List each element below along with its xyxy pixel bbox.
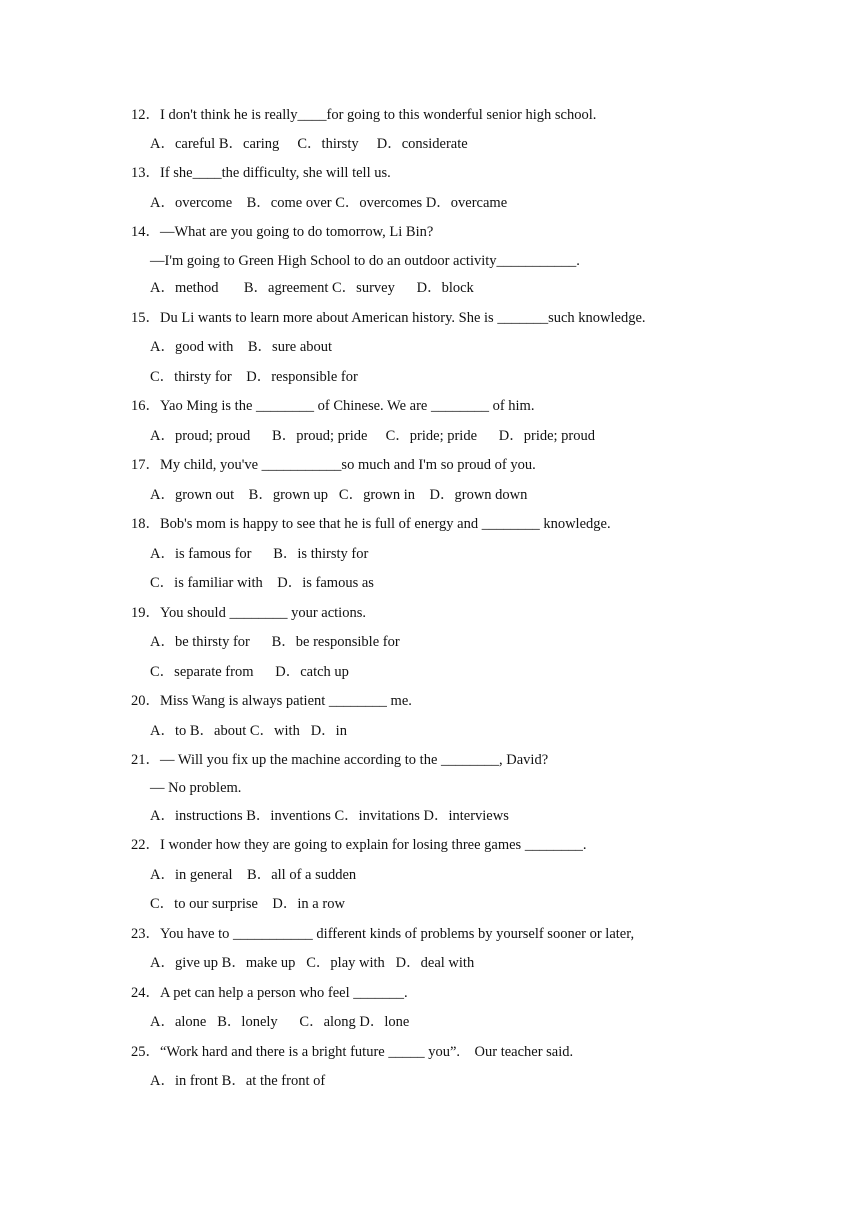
question-12-options: A．careful B．caring C．thirsty D．considerate (150, 136, 468, 152)
question-18-options-line2: C．is familiar with D．is famous as (150, 575, 374, 591)
question-19-options-line2: C．separate from D．catch up (150, 664, 349, 680)
question-14-stem: 14．—What are you going to do tomorrow, Li Bin? (131, 224, 434, 240)
question-15-stem: 15．Du Li wants to learn more about American history. She is _______such knowledge. (131, 310, 646, 326)
question-19-stem: 19．You should ________ your actions. (131, 605, 366, 621)
question-20-options: A．to B．about C．with D．in (150, 723, 347, 739)
question-16-options: A．proud; proud B．proud; pride C．pride; pride D．pride; proud (150, 428, 596, 444)
question-22-options-line2: C．to our surprise D．in a row (150, 896, 345, 912)
question-18-stem: 18．Bob's mom is happy to see that he is full of energy and ________ knowledge. (131, 516, 611, 532)
question-18-options-line1: A．is famous for B．is thirsty for (150, 546, 369, 562)
question-13-stem: 13．If she____the difficulty, she will tell us. (131, 165, 391, 181)
question-21-reply: — No problem. (150, 780, 242, 796)
question-13-options: A．overcome B．come over C．overcomes D．overcame (150, 195, 508, 211)
question-14-options: A．method B．agreement C．survey D．block (150, 280, 474, 296)
question-17-stem: 17．My child, you've ___________so much and I'm so proud of you. (131, 457, 536, 473)
question-17-options: A．grown out B．grown up C．grown in D．grown down (150, 487, 528, 503)
question-22-options-line1: A．in general B．all of a sudden (150, 867, 357, 883)
question-23-stem: 23．You have to ___________ different kinds of problems by yourself sooner or later, (131, 926, 635, 942)
question-16-stem: 16．Yao Ming is the ________ of Chinese. We are ________ of him. (131, 398, 535, 414)
question-20-stem: 20．Miss Wang is always patient ________ me. (131, 693, 412, 709)
question-14-reply: —I'm going to Green High School to do an outdoor activity___________. (150, 253, 580, 269)
question-23-options: A．give up B．make up C．play with D．deal with (150, 955, 475, 971)
question-22-stem: 22．I wonder how they are going to explain for losing three games ________. (131, 837, 587, 853)
question-15-options-line1: A．good with B．sure about (150, 339, 333, 355)
question-12-stem: 12．I don't think he is really____for going to this wonderful senior high school. (131, 107, 597, 123)
question-21-stem: 21．— Will you fix up the machine according to the ________, David? (131, 752, 549, 768)
question-24-stem: 24．A pet can help a person who feel _______. (131, 985, 408, 1001)
question-15-options-line2: C．thirsty for D．responsible for (150, 369, 358, 385)
question-25-options: A．in front B．at the front of (150, 1073, 326, 1089)
question-21-options: A．instructions B．inventions C．invitations D．interviews (150, 808, 509, 824)
question-19-options-line1: A．be thirsty for B．be responsible for (150, 634, 400, 650)
question-24-options: A．alone B．lonely C．along D．lone (150, 1014, 410, 1030)
question-25-stem: 25．“Work hard and there is a bright future _____ you”. Our teacher said. (131, 1044, 574, 1060)
